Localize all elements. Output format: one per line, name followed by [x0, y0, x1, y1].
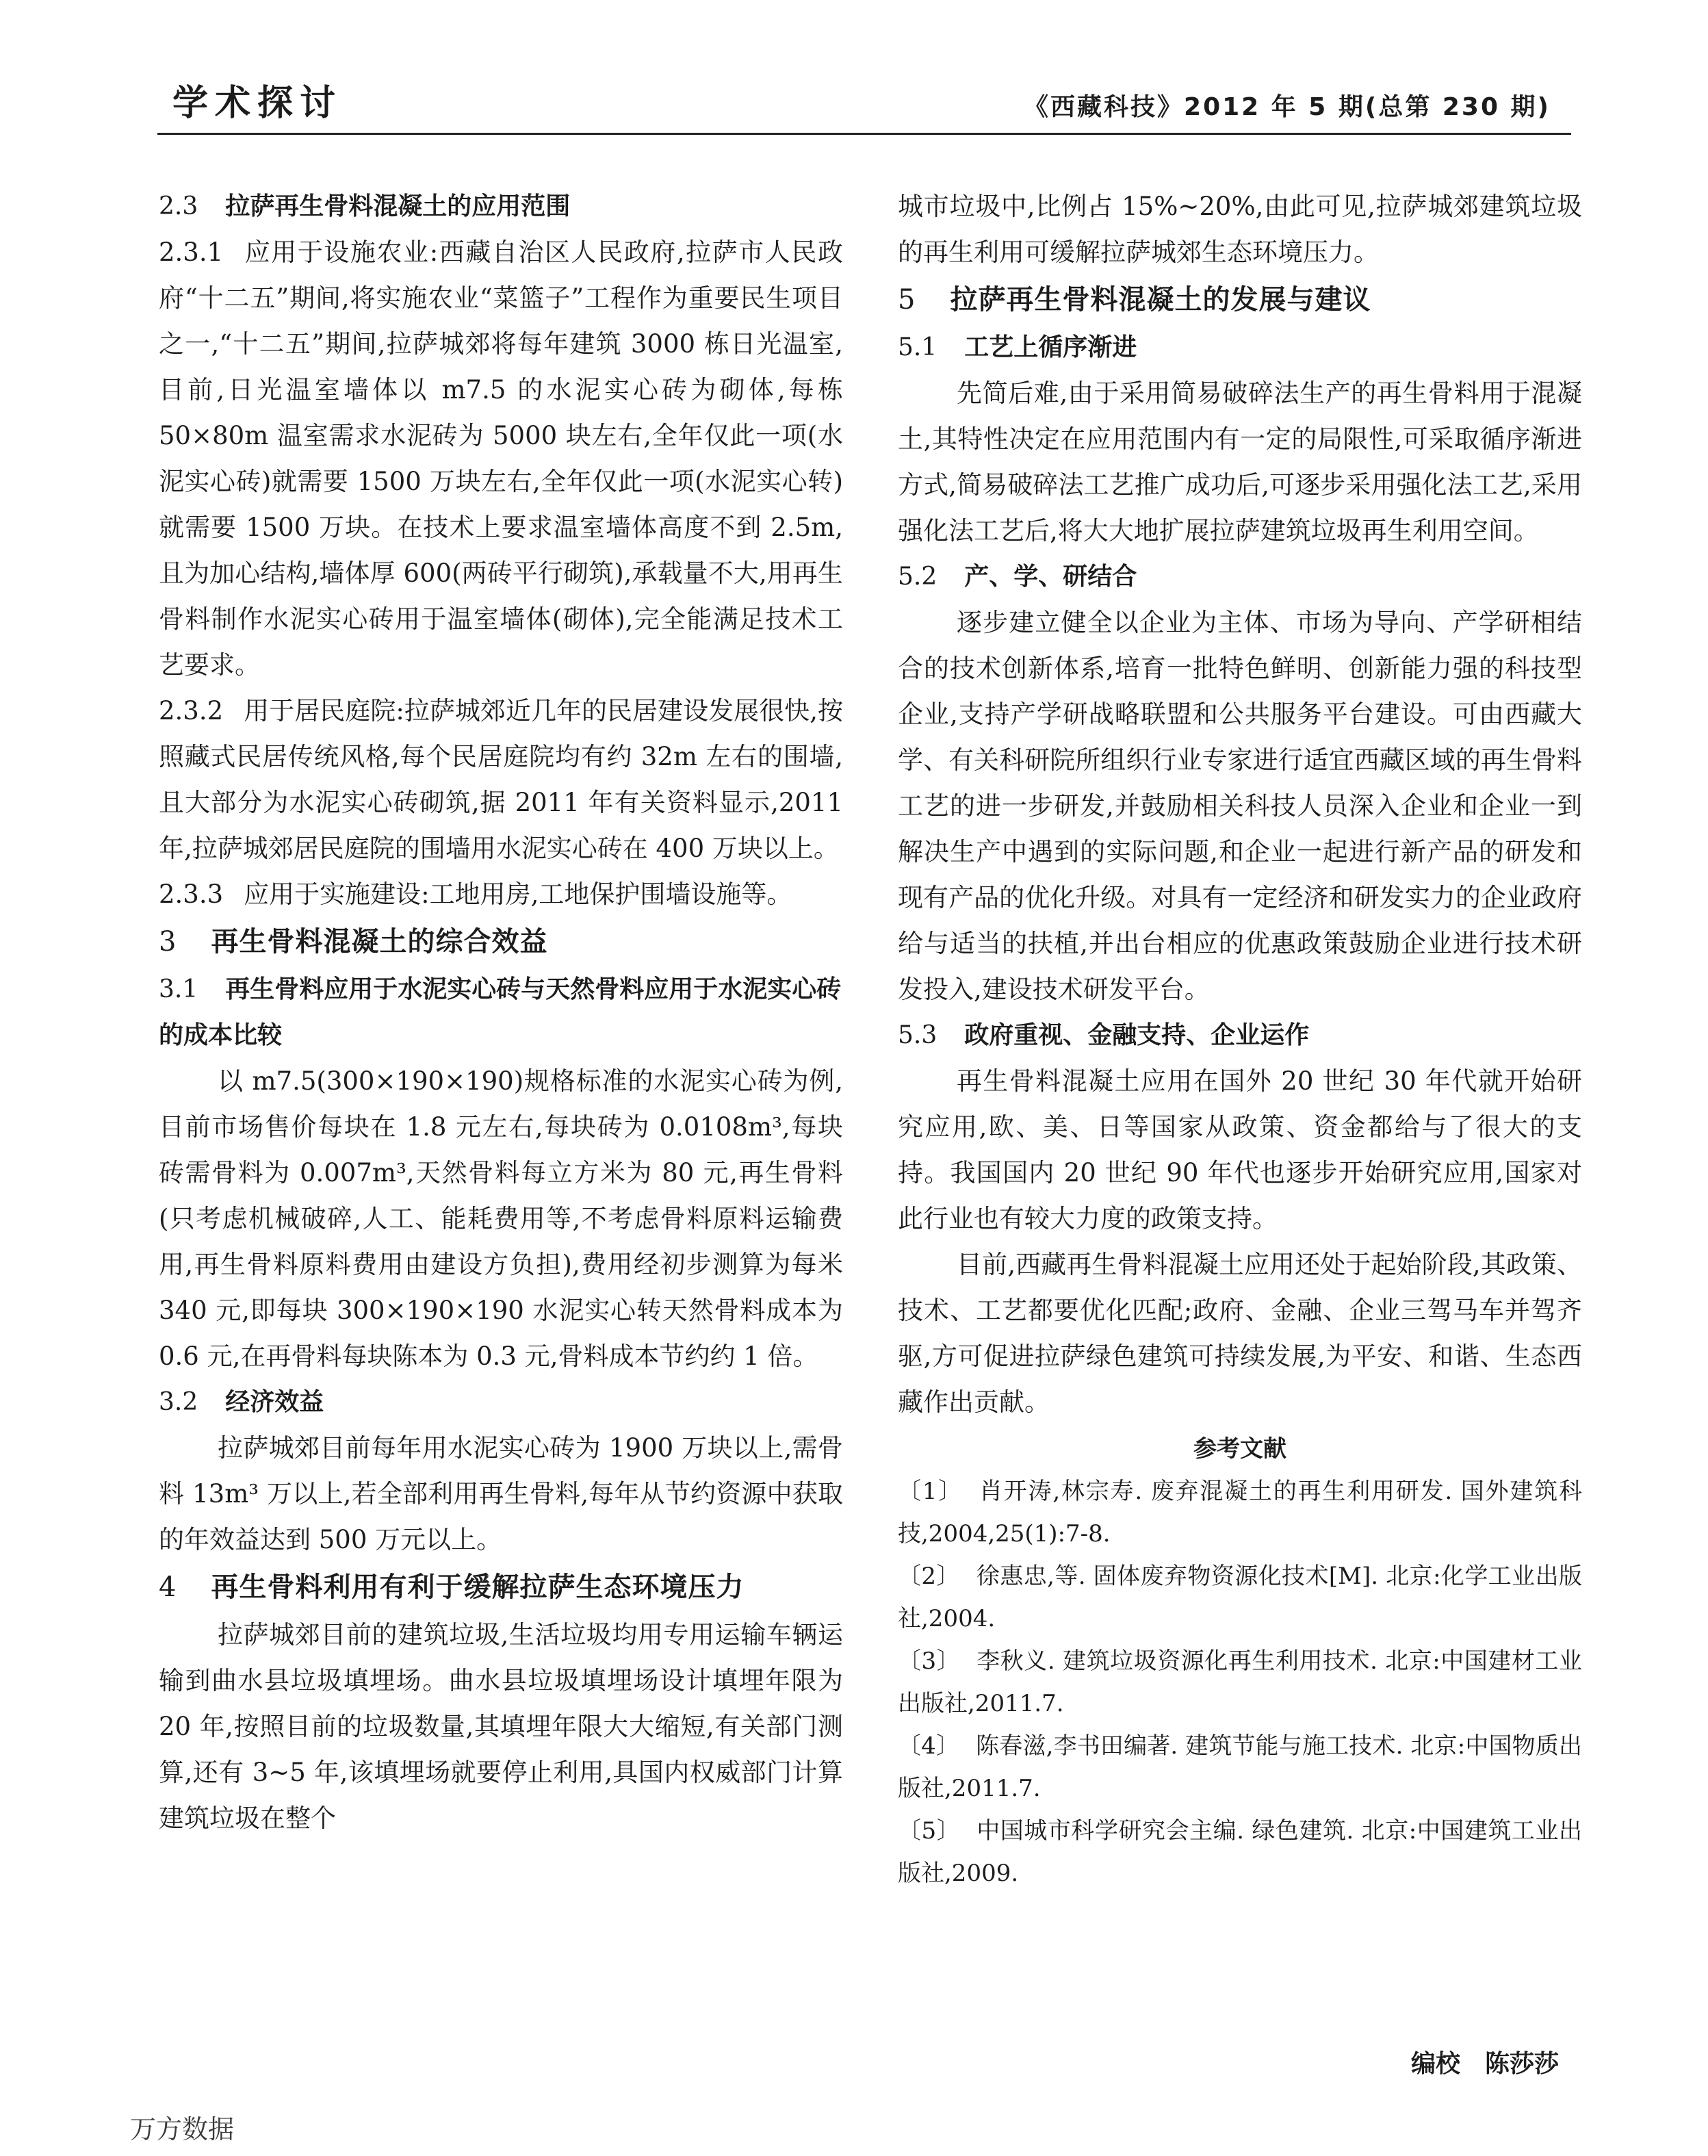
heading-5 — [898, 275, 1582, 324]
journal-issue: 《西藏科技》2012 年 5 期(总第 230 期) — [1024, 93, 1551, 121]
heading-number: 3.1 — [159, 975, 198, 1003]
heading-text: 拉萨再生骨料混凝土的发展与建议 — [950, 284, 1371, 316]
heading-text: 再生骨料应用于水泥实心砖与天然骨料应用于水泥实心砖的成本比较 — [159, 975, 842, 1049]
heading-text: 再生骨料利用有利于缓解拉萨生态环境压力 — [211, 1571, 745, 1603]
heading-number: 5.1 — [898, 333, 937, 361]
paragraph-5-1: 先简后难,由于采用简易破碎法生产的再生骨料用于混凝土,其特性决定在应用范围内有一定的局限性,可采取循序渐进方式,简易破碎法工艺推广成功后,可逐步采用强化法工艺,采用强化法工艺后,将大大地扩展拉萨建筑垃圾再生利用空间。 — [898, 378, 1582, 546]
references-list — [898, 1470, 1582, 1895]
reference-item — [898, 1640, 1582, 1725]
reference-text: 李秋义. 建筑垃圾资源化再生利用技术. 北京:中国建材工业出版社,2011.7. — [898, 1647, 1582, 1717]
heading-text: 经济效益 — [225, 1388, 324, 1416]
heading-number: 2.3 — [159, 192, 198, 220]
reference-text: 肖开涛,林宗寿. 废弃混凝土的再生利用研发. 国外建筑科技,2004,25(1):7-8. — [898, 1478, 1582, 1548]
reference-item — [898, 1810, 1582, 1895]
paragraph-5-3-b: 目前,西藏再生骨料混凝土应用还处于起始阶段,其政策、技术、工艺都要优化匹配;政府、金融、企业三驾马车并驾齐驱,方可促进拉萨绿色建筑可持续发展,为平安、和谐、生态西藏作出贡献。 — [898, 1250, 1582, 1417]
paragraph-3-2: 拉萨城郊目前每年用水泥实心砖为 1900 万块以上,需骨料 13m³ 万以上,若全部利用再生骨料,每年从节约资源中获取的年效益达到 500 万元以上。 — [159, 1433, 843, 1554]
reference-number: 〔2〕 — [898, 1563, 960, 1590]
paragraph-text: 应用于实施建设:工地用房,工地保护围墙设施等。 — [244, 880, 792, 909]
references-title: 参考文献 — [1193, 1435, 1286, 1463]
reference-text: 徐惠忠,等. 固体废弃物资源化技术[M]. 北京:化学工业出版社,2004. — [898, 1563, 1582, 1632]
header-rule — [157, 133, 1571, 135]
heading-text: 工艺上循序渐进 — [964, 333, 1137, 361]
subsection-number: 2.3.1 — [159, 238, 224, 267]
reference-item — [898, 1470, 1582, 1555]
editor-name: 陈莎莎 — [1484, 2050, 1559, 2078]
reference-item — [898, 1725, 1582, 1810]
reference-number: 〔4〕 — [898, 1732, 960, 1760]
subsection-number: 2.3.3 — [159, 880, 224, 909]
paragraph-text: 应用于设施农业:西藏自治区人民政府,拉萨市人民政府“十二五”期间,将实施农业“菜篮子”工程作为重要民生项目之一,“十二五”期间,拉萨城郊将每年建筑 3000 栋日光温室,目前,日光温室墙体以 m7.5 的水泥实心砖为砌体,每栋 50×80m 温室需求水泥砖为 5000 块左右,全年仅此一项(水泥实心砖)就需要 1500 万块左右,全年仅此一项(水泥实心转)就需要 1500 万块。在技术上要求温室墙体高度不到 2.5m,且为加心结构,墙体厚 600(两砖平行砌筑),承载量不大,用再生骨料制作水泥实心砖用于温室墙体(砌体),完全能满足技术工艺要求。 — [159, 238, 843, 680]
reference-text: 中国城市科学研究会主编. 绿色建筑. 北京:中国建筑工业出版社,2009. — [898, 1817, 1582, 1887]
paragraph-4: 拉萨城郊目前的建筑垃圾,生活垃圾均用专用运输车辆运输到曲水县垃圾填埋场。曲水县垃圾填埋场设计填埋年限为 20 年,按照目前的垃圾数量,其填埋年限大大缩短,有关部门测算,还有 3~5 年,该填埋场就要停止利用,具国内权威部门计算建筑垃圾在整个 — [159, 1620, 843, 1833]
heading-number: 5.2 — [898, 563, 937, 591]
subsection-number: 2.3.2 — [159, 696, 224, 726]
heading-2-3 — [159, 183, 843, 229]
heading-4 — [159, 1563, 843, 1612]
reference-number: 〔1〕 — [898, 1478, 963, 1505]
editor-label: 编校 — [1410, 2050, 1460, 2078]
reference-number: 〔3〕 — [898, 1647, 961, 1675]
heading-text: 政府重视、金融支持、企业运作 — [964, 1021, 1310, 1049]
heading-5-3 — [898, 1012, 1582, 1058]
reference-item — [898, 1555, 1582, 1640]
heading-number: 3.2 — [159, 1388, 198, 1416]
heading-5-1 — [898, 324, 1582, 370]
watermark: 万方数据 — [130, 2114, 235, 2144]
heading-number: 4 — [159, 1571, 177, 1603]
left-column — [159, 183, 843, 1841]
heading-3-1 — [159, 966, 843, 1058]
heading-text: 拉萨再生骨料混凝土的应用范围 — [225, 192, 571, 220]
paragraph-text: 用于居民庭院:拉萨城郊近几年的民居建设发展很快,按照藏式民居传统风格,每个民居庭院均有约 32m 左右的围墙,且大部分为水泥实心砖砌筑,据 2011 年有关资料显示,2011 年,拉萨城郊居民庭院的围墙用水泥实心砖在 400 万块以上。 — [159, 696, 843, 863]
section-title: 学术探讨 — [172, 83, 343, 124]
heading-number: 5.3 — [898, 1021, 937, 1049]
reference-text: 陈春滋,李书田编著. 建筑节能与施工技术. 北京:中国物质出版社,2011.7. — [898, 1732, 1582, 1802]
editor-credit — [1411, 2044, 1559, 2079]
reference-number: 〔5〕 — [898, 1817, 961, 1845]
heading-text: 产、学、研结合 — [964, 563, 1137, 591]
heading-3-2 — [159, 1379, 843, 1425]
paragraph-2-3-2 — [159, 688, 843, 871]
paragraph-2-3-3 — [159, 871, 843, 917]
right-column — [898, 183, 1582, 1895]
heading-text: 再生骨料混凝土的综合效益 — [211, 926, 548, 958]
paragraph-2-3-1 — [159, 229, 843, 688]
paragraph-3-1: 以 m7.5(300×190×190)规格标准的水泥实心砖为例,目前市场售价每块在 1.8 元左右,每块砖为 0.0108m³,每块砖需骨料为 0.007m³,天然骨料每立方米为 80 元,再生骨料(只考虑机械破碎,人工、能耗费用等,不考虑骨料原料运输费用,再生骨料原料费用由建设方负担),费用经初步测算为每米 340 元,即每块 300×190×190 水泥实心转天然骨料成本为 0.6 元,在再骨料每块陈本为 0.3 元,骨料成本节约约 1 倍。 — [159, 1066, 843, 1371]
paragraph-5-2: 逐步建立健全以企业为主体、市场为导向、产学研相结合的技术创新体系,培育一批特色鲜明、创新能力强的科技型企业,支持产学研战略联盟和公共服务平台建设。可由西藏大学、有关科研院所组织行业专家进行适宜西藏区域的再生骨料工艺的进一步研发,并鼓励相关科技人员深入企业和企业一到解决生产中遇到的实际问题,和企业一起进行新产品的研发和现有产品的优化升级。对具有一定经济和研发实力的企业政府给与适当的扶植,并出台相应的优惠政策鼓励企业进行技术研发投入,建设技术研发平台。 — [898, 608, 1582, 1004]
paragraph-5-3-a: 再生骨料混凝土应用在国外 20 世纪 30 年代就开始研究应用,欧、美、日等国家从政策、资金都给与了很大的支持。我国国内 20 世纪 90 年代也逐步开始研究应用,国家对此行业也有较大力度的政策支持。 — [898, 1066, 1582, 1233]
paragraph-4-continued: 城市垃圾中,比例占 15%~20%,由此可见,拉萨城郊建筑垃圾的再生利用可缓解拉萨城郊生态环境压力。 — [898, 192, 1582, 267]
heading-3 — [159, 917, 843, 966]
heading-number: 5 — [898, 284, 916, 316]
heading-5-2 — [898, 554, 1582, 600]
heading-number: 3 — [159, 926, 177, 958]
